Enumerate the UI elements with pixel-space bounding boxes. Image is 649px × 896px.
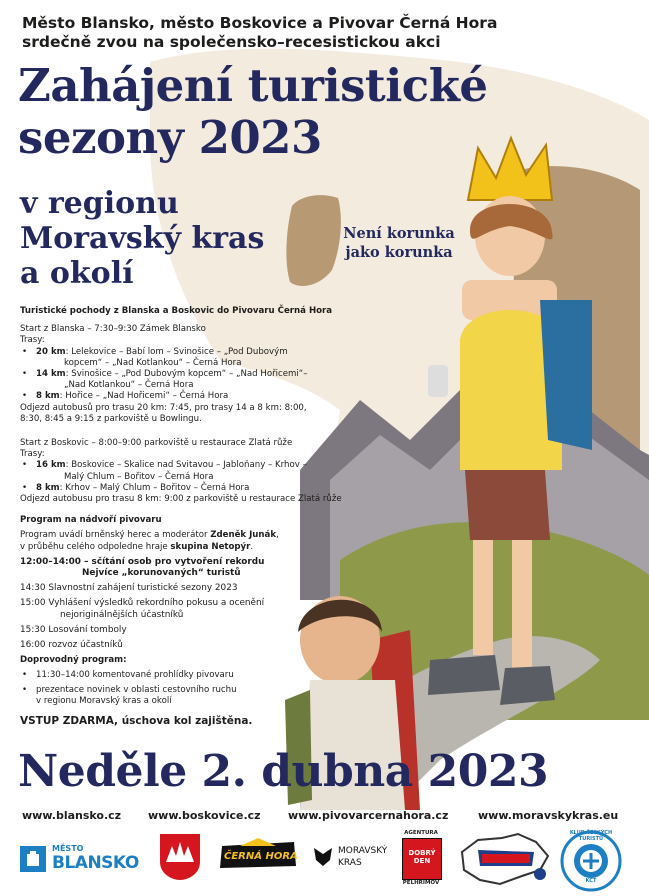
route-text: : Svinošice – „Pod Dubovým kopcem“ – „Nad Hořicemi“– xyxy=(65,369,308,380)
host-name: Zdeněk Junák xyxy=(210,530,277,541)
schedule-item xyxy=(20,640,350,651)
kct-mono-text: KČT xyxy=(585,878,597,884)
cerna-hora-logo[interactable] xyxy=(218,838,298,872)
title-line-2: sezony 2023 xyxy=(18,111,322,164)
intro-text xyxy=(22,14,497,52)
event-date: Neděle 2. dubna 2023 xyxy=(18,746,549,797)
link-moravskykras[interactable]: www.moravskykras.eu xyxy=(478,809,619,822)
entry-bikes: , úschova kol zajištěna. xyxy=(114,715,253,728)
partner-logos xyxy=(0,828,649,895)
boskovice-trasy-label: Trasy: xyxy=(20,449,45,460)
schedule-text: rozvoz účastníků xyxy=(45,640,123,651)
program-section xyxy=(20,306,350,727)
agentura-mid-text-1: DOBRÝ xyxy=(408,849,436,857)
link-blansko[interactable]: www.blansko.cz xyxy=(22,809,122,822)
blansko-start: Start z Blanska – 7:30–9:30 Zámek Blansko xyxy=(20,324,206,335)
route-km: 14 km xyxy=(36,369,66,380)
agentura-box xyxy=(402,838,442,880)
route-text: : Lelekovice – Babí lom – Svinošice – „Pod Dubovým xyxy=(65,346,288,357)
agentura-top-text: AGENTURA xyxy=(404,830,438,836)
schedule-time: 15:30 xyxy=(20,624,46,635)
agentura-mid-text-2: DEN xyxy=(413,857,431,865)
link-boskovice[interactable]: www.boskovice.cz xyxy=(148,809,261,822)
schedule-text: sčítání osob pro vytvoření rekordu xyxy=(88,556,265,567)
accompanying-text: 11:30–14:00 komentované prohlídky pivovaru xyxy=(36,670,234,681)
intro-line-1: Město Blansko, město Boskovice a Pivovar Černá Hora xyxy=(22,14,498,32)
route-text-cont: „Nad Kotlankou“ – Černá Hora xyxy=(64,380,194,391)
boskovice-start: Start z Boskovic – 8:00–9:00 parkoviště u restaurace Zlatá růže xyxy=(20,438,293,449)
tagline xyxy=(338,224,460,262)
program-heading: Turistické pochody z Blanska a Boskovic do Pivovaru Černá Hora xyxy=(20,306,333,316)
bat-icon xyxy=(312,844,334,868)
band-name: skupina Netopýr xyxy=(170,541,251,552)
courtyard-heading: Program na nádvoří pivovaru xyxy=(20,515,162,526)
intro-line-2: srdečně zvou na společensko–recesistickou akci xyxy=(22,33,441,51)
route-text: : Hořice – „Nad Hořicemi“ – Černá Hora xyxy=(59,391,229,402)
czech-map-badge-icon[interactable] xyxy=(456,830,552,890)
subtitle-line-3: a okolí xyxy=(20,256,134,291)
tagline-line-1: Není korunka xyxy=(343,225,455,242)
route-item xyxy=(20,483,350,494)
route-text-cont: Malý Chlum – Bořitov – Černá Hora xyxy=(64,471,214,482)
host-line-1 xyxy=(20,530,350,541)
host-text: Program uvádí brněnský herec a moderátor xyxy=(20,530,211,541)
route-text-cont: kopcem“ – „Nad Kotlankou“ – Černá Hora xyxy=(64,357,242,368)
entry-free: VSTUP ZDARMA xyxy=(20,715,115,728)
page-subtitle xyxy=(20,186,264,291)
schedule-item xyxy=(20,583,350,594)
blansko-bus-2: 8:30, 8:45 a 9:15 z parkoviště u Bowlingu. xyxy=(20,413,202,424)
link-pivovar[interactable]: www.pivovarcernahora.cz xyxy=(288,809,449,822)
boskovice-bus: Odjezd autobusu pro trasu 8 km: 9:00 z parkoviště u restaurace Zlatá růže xyxy=(20,494,342,505)
route-km: 16 km xyxy=(36,460,66,471)
agentura-logo[interactable] xyxy=(398,830,444,890)
subtitle-line-1: v regionu xyxy=(20,186,179,221)
moravsky-kras-text-1: MORAVSKÝ xyxy=(338,846,388,856)
accompanying-text-cont: v regionu Moravský kras a okolí xyxy=(36,695,172,706)
cerna-hora-text: ČERNÁ HORA xyxy=(224,851,298,862)
schedule-text: Slavnostní zahájení turistické sezony 2023 xyxy=(45,583,238,594)
route-item xyxy=(20,347,350,369)
schedule-item xyxy=(20,598,350,620)
accompanying-text: prezentace novinek v oblasti cestovního ruchu xyxy=(36,684,237,695)
route-item xyxy=(20,369,350,391)
moravsky-kras-logo[interactable] xyxy=(312,842,392,876)
schedule-item xyxy=(20,625,350,636)
moravsky-kras-text-2: KRAS xyxy=(338,858,362,868)
boskovice-emblem-icon[interactable] xyxy=(158,832,202,882)
route-item xyxy=(20,460,350,482)
schedule-text: Losování tomboly xyxy=(45,624,127,635)
host-line-2 xyxy=(20,542,350,553)
blansko-bus-1: Odjezd autobusů pro trasu 20 km: 7:45, pro trasy 14 a 8 km: 8:00, xyxy=(20,402,307,413)
route-item xyxy=(20,391,350,402)
route-km: 20 km xyxy=(36,346,66,357)
entry-info xyxy=(20,716,350,727)
schedule-text-cont: nejoriginálnějších účastníků xyxy=(60,609,184,620)
tagline-line-2: jako korunka xyxy=(345,244,453,261)
blansko-routes xyxy=(20,347,350,403)
route-km: 8 km xyxy=(36,391,60,402)
schedule-time: 15:00 xyxy=(20,598,46,609)
band-text: v průběhu celého odpoledne hraje xyxy=(20,541,171,552)
schedule-item xyxy=(20,557,350,579)
boskovice-routes xyxy=(20,460,350,494)
accompanying-heading: Doprovodný program: xyxy=(20,655,127,666)
blansko-emblem-icon xyxy=(20,846,46,872)
website-links xyxy=(0,809,649,825)
schedule-text-cont: Nejvíce „korunovaných“ turistů xyxy=(82,568,241,579)
schedule-time: 16:00 xyxy=(20,640,46,651)
schedule-time: 14:30 xyxy=(20,583,46,594)
blansko-trasy-label: Trasy: xyxy=(20,335,45,346)
accompanying-list xyxy=(20,670,350,707)
kct-logo[interactable] xyxy=(560,830,622,892)
page-title xyxy=(18,60,488,164)
schedule-text: Vyhlášení výsledků rekordního pokusu a ocenění xyxy=(45,598,265,609)
accompanying-item xyxy=(20,670,350,681)
route-text: : Krhov – Malý Chlum – Bořitov – Černá Hora xyxy=(59,482,250,493)
subtitle-line-2: Moravský kras xyxy=(20,221,265,256)
schedule-time: 12:00–14:00 – xyxy=(20,556,89,567)
accompanying-item xyxy=(20,685,350,707)
route-text: : Boskovice – Skalice nad Svitavou – Jabloňany – Krhov – xyxy=(65,460,307,471)
agentura-bottom-text: PELHŘIMOV xyxy=(402,880,440,886)
kct-text: KLUB ČESKÝCH TURISTŮ xyxy=(569,830,613,842)
host-punct: , xyxy=(276,530,279,541)
blansko-logo[interactable] xyxy=(20,842,145,876)
title-line-1: Zahájení turistické xyxy=(18,59,488,112)
blansko-big-text: BLANSKO xyxy=(52,853,139,873)
blansko-small-text: MĚSTO xyxy=(52,844,84,853)
route-km: 8 km xyxy=(36,482,60,493)
band-punct: . xyxy=(250,541,254,552)
